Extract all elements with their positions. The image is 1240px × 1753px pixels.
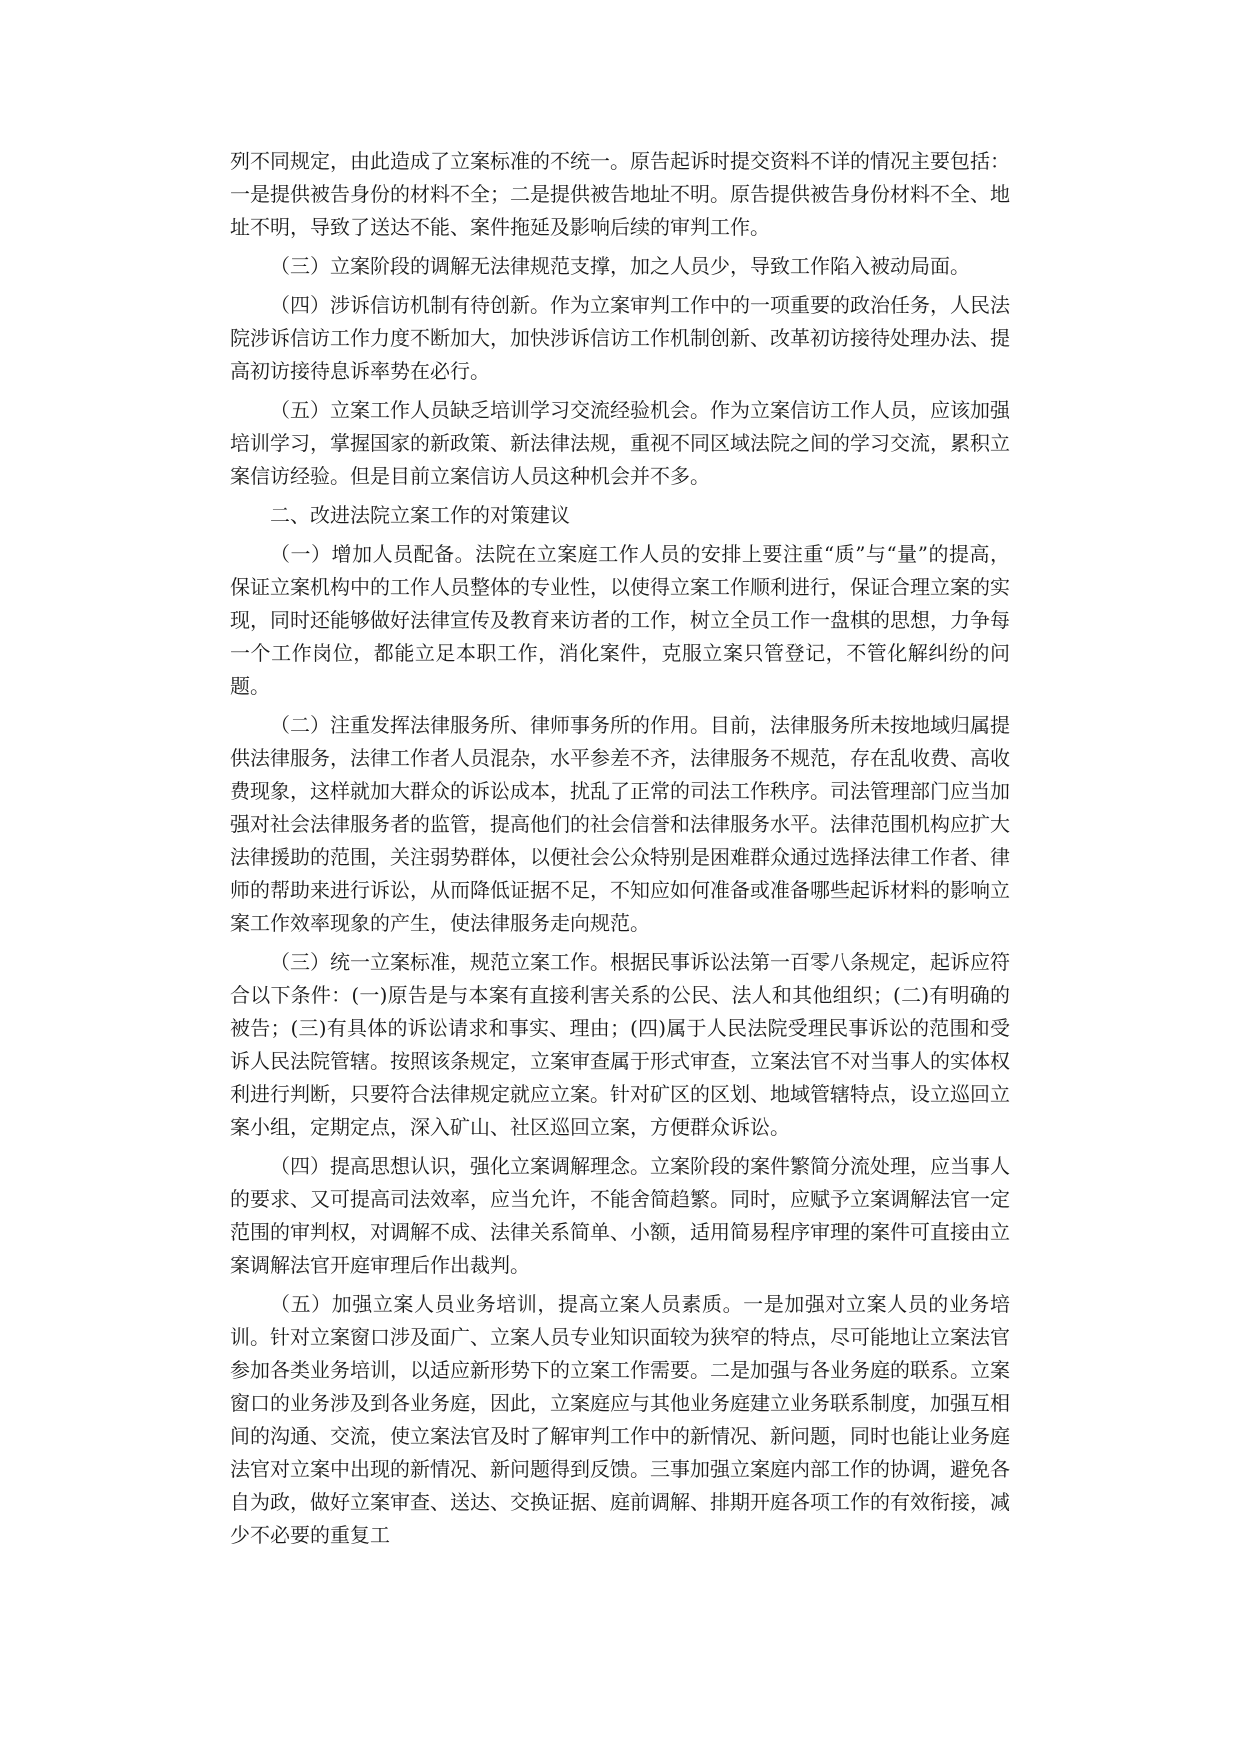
paragraph-1: 列不同规定，由此造成了立案标准的不统一。原告起诉时提交资料不详的情况主要包括：一是提供被告身份的材料不全；二是提供被告地址不明。原告提供被告身份材料不全、地址不明，导致了送达不能、案件拖延及影响后续的审判工作。	[230, 149, 1010, 239]
paragraph-10: （五）加强立案人员业务培训，提高立案人员素质。一是加强对立案人员的业务培训。针对立案窗口涉及面广、立案人员专业知识面较为狭窄的特点，尽可能地让立案法官参加各类业务培训，以适应新形势下的立案工作需要。二是加强与各业务庭的联系。立案窗口的业务涉及到各业务庭，因此，立案庭应与其他业务庭建立业务联系制度，加强互相间的沟通、交流，使立案法官及时了解审判工作中的新情况、新问题，同时也能让业务庭法官对立案中出现的新情况、新问题得到反馈。三事加强立案庭内部工作的协调，避免各自为政，做好立案审查、送达、交换证据、庭前调解、排期开庭各项工作的有效衔接，减少不必要的重复工	[230, 1292, 1010, 1547]
paragraph-8: （三）统一立案标准，规范立案工作。根据民事诉讼法第一百零八条规定，起诉应符合以下条件：(一)原告是与本案有直接利害关系的公民、法人和其他组织；(二)有明确的被告；(三)有具体的诉讼请求和事实、理由；(四)属于人民法院受理民事诉讼的范围和受诉人民法院管辖。按照该条规定，立案审查属于形式审查，立案法官不对当事人的实体权利进行判断，只要符合法律规定就应立案。针对矿区的区划、地域管辖特点，设立巡回立案小组，定期定点，深入矿山、社区巡回立案，方便群众诉讼。	[230, 950, 1010, 1139]
paragraph-3: （四）涉诉信访机制有待创新。作为立案审判工作中的一项重要的政治任务，人民法院涉诉信访工作力度不断加大，加快涉诉信访工作机制创新、改革初访接待处理办法、提高初访接待息诉率势在必行。	[230, 293, 1010, 383]
document-body	[230, 145, 1010, 1558]
paragraph-6: （一）增加人员配备。法院在立案庭工作人员的安排上要注重“质”与“量”的提高，保证立案机构中的工作人员整体的专业性，以使得立案工作顺利进行，保证合理立案的实现，同时还能够做好法律宣传及教育来访者的工作，树立全员工作一盘棋的思想，力争每一个工作岗位，都能立足本职工作，消化案件，克服立案只管登记，不管化解纠纷的问题。	[230, 542, 1010, 698]
section-heading: 二、改进法院立案工作的对策建议	[270, 503, 570, 527]
paragraph-7: （二）注重发挥法律服务所、律师事务所的作用。目前，法律服务所未按地域归属提供法律服务，法律工作者人员混杂，水平参差不齐，法律服务不规范，存在乱收费、高收费现象，这样就加大群众的诉讼成本，扰乱了正常的司法工作秩序。司法管理部门应当加强对社会法律服务者的监管，提高他们的社会信誉和法律服务水平。法律范围机构应扩大法律援助的范围，关注弱势群体，以便社会公众特别是困难群众通过选择法律工作者、律师的帮助来进行诉讼，从而降低证据不足，不知应如何准备或准备哪些起诉材料的影响立案工作效率现象的产生，使法律服务走向规范。	[230, 713, 1010, 935]
paragraph-4: （五）立案工作人员缺乏培训学习交流经验机会。作为立案信访工作人员，应该加强培训学习，掌握国家的新政策、新法律法规，重视不同区域法院之间的学习交流，累积立案信访经验。但是目前立案信访人员这种机会并不多。	[230, 398, 1010, 488]
paragraph-9: （四）提高思想认识，强化立案调解理念。立案阶段的案件繁简分流处理，应当事人的要求、又可提高司法效率，应当允许，不能舍简趋繁。同时，应赋予立案调解法官一定范围的审判权，对调解不成、法律关系简单、小额，适用简易程序审理的案件可直接由立案调解法官开庭审理后作出裁判。	[230, 1154, 1010, 1277]
paragraph-2: （三）立案阶段的调解无法律规范支撑，加之人员少，导致工作陷入被动局面。	[270, 254, 970, 278]
